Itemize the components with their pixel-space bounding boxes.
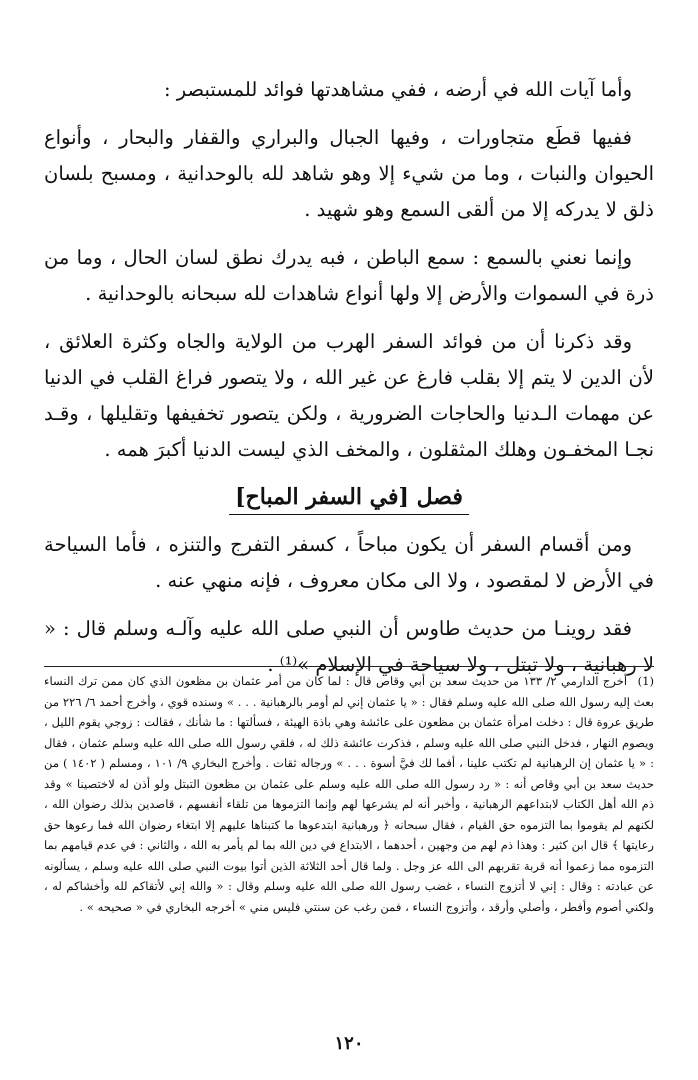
paragraph-6: فقد روينـا من حديث طاوس أن النبي صلى الله عليه وآلـه وسلم قال : « لا رهبانية ، ولا تبتل ، ولا سياحة في الإسلام »⁽¹⁾ . bbox=[44, 617, 654, 676]
footnote-number: (1) bbox=[637, 674, 655, 688]
footnote-1 bbox=[44, 671, 654, 917]
main-text bbox=[44, 72, 654, 695]
paragraph-5: ومن أقسام السفر أن يكون مباحاً ، كسفر التفرج والتنزه ، فأما السياحة في الأرض لا لمقصود ، ولا الى مكان معروف ، فإنه منهي عنه . bbox=[44, 533, 654, 592]
page-number: ١٢٠ bbox=[334, 1033, 364, 1054]
paragraph-4: وقد ذكرنا أن من فوائد السفر الهرب من الولاية والجاه وكثرة العلائق ، لأن الدين لا يتم إلا بقلب فارغ عن غير الله ، ولا يتصور فراغ القلب في الدنيا عن مهمات الـدنيا والحاجات الضرورية ، ولكن يتصور تخفيفها وتقليلها ، وقـد نجـا المخفـون وهلك المثقلون ، والمخف الذي ليست الدنيا أكبرَ همه . bbox=[44, 330, 654, 461]
paragraph-3: وإنما نعني بالسمع : سمع الباطن ، فبه يدرك نطق لسان الحال ، وما من ذرة في السموات والأرض إلا ولها أنواع شاهدات لله سبحانه بالوحدانية . bbox=[44, 246, 654, 305]
footnotes bbox=[44, 666, 654, 917]
paragraph-2: ففيها قطَع متجاورات ، وفيها الجبال والبراري والقفار والبحار ، وأنواع الحيوان والنبات ، وما من شيء إلا وهو شاهد لله بالوحدانية ، ومسبح بلسان ذلق لا يدركه إلا من ألقى السمع وهو شهيد . bbox=[44, 126, 654, 221]
footnote-text: أخرج الدارمي ٢/ ١٣٣ من حديث سعد بن أبي وقاص قال : لما كان من أمر عثمان بن مظعون الذي كان ممن ترك النساء بعث إليه رسول الله صلى الله عليه وسلم فقال : « يا عثمان إني لم أومر بالرهبانية . . . » وسنده قوي ، وأخرج أحمد ٦/ ٢٢٦ من طريق عروة قال : دخلت امرأة عثمان بن مظعون على عائشة وهي باذة الهيئة ، فسألتها : ما شأنك ، فقالت : زوجي يقوم الليل ، ويصوم النهار ، فدخل النبي صلى الله عليه وسلم ، فذكرت عائشة ذلك له ، فلقي رسول الله صلى الله عليه وسلم عثمان ، فقال : « يا عثمان إن الرهبانية لم تكتب علينا ، أفما لك فيَّ أسوة . . . » ورجاله ثقات . وأخرج البخاري ٩/ ١٠١ ، ومسلم ( ١٤٠٢ ) من حديث سعد بن أبي وقاص أنه : « رد رسول الله صلى الله عليه وسلم على عثمان بن مظعون التبتل ولو أذن له لاختصينا » وقد ذم الله أهل الكتاب لابتداعهم الرهبانية ، وأخبر أنه لم يشرعها لهم وإنما التزموها من تلقاء أنفسهم ، قاصدين بذلك رضوان الله ، لكنهم لم يقوموا بما التزموه حق القيام ، فقال سبحانه ﴿ ورهبانية ابتدعوها ما كتبناها عليهم إلا ابتغاء رضوان الله فما رعوها حق رعايتها ﴾ قال ابن كثير : وهذا ذم لهم من وجهين ، أحدهما ، الابتداع في دين الله بما لم يأمر به الله ، والثاني : في عدم قيامهم بما التزموه مما زعموا أنه قربة تقربهم الى الله عز وجل . ولما قال أحد الثلاثة الذين أتوا بيوت النبي صلى الله عليه وسلم ، يسألونه عن عبادته : وقال : إني لا أتزوج النساء ، غضب رسول الله صلى الله عليه وسلم وقال : « والله إني لأتقاكم لله وأخشاكم له ، ولكني أصوم وأفطر ، وأصلي وأرقد ، وأتزوج النساء ، فمن رغب عن سنتي فليس مني » أخرجه البخاري في « صحيحه » . bbox=[44, 674, 654, 914]
section-heading-wrap bbox=[44, 482, 654, 515]
paragraph-1: وأما آيات الله في أرضه ، ففي مشاهدتها فوائد للمستبصر : bbox=[164, 78, 632, 101]
section-heading: فصل [في السفر المباح] bbox=[229, 482, 469, 515]
